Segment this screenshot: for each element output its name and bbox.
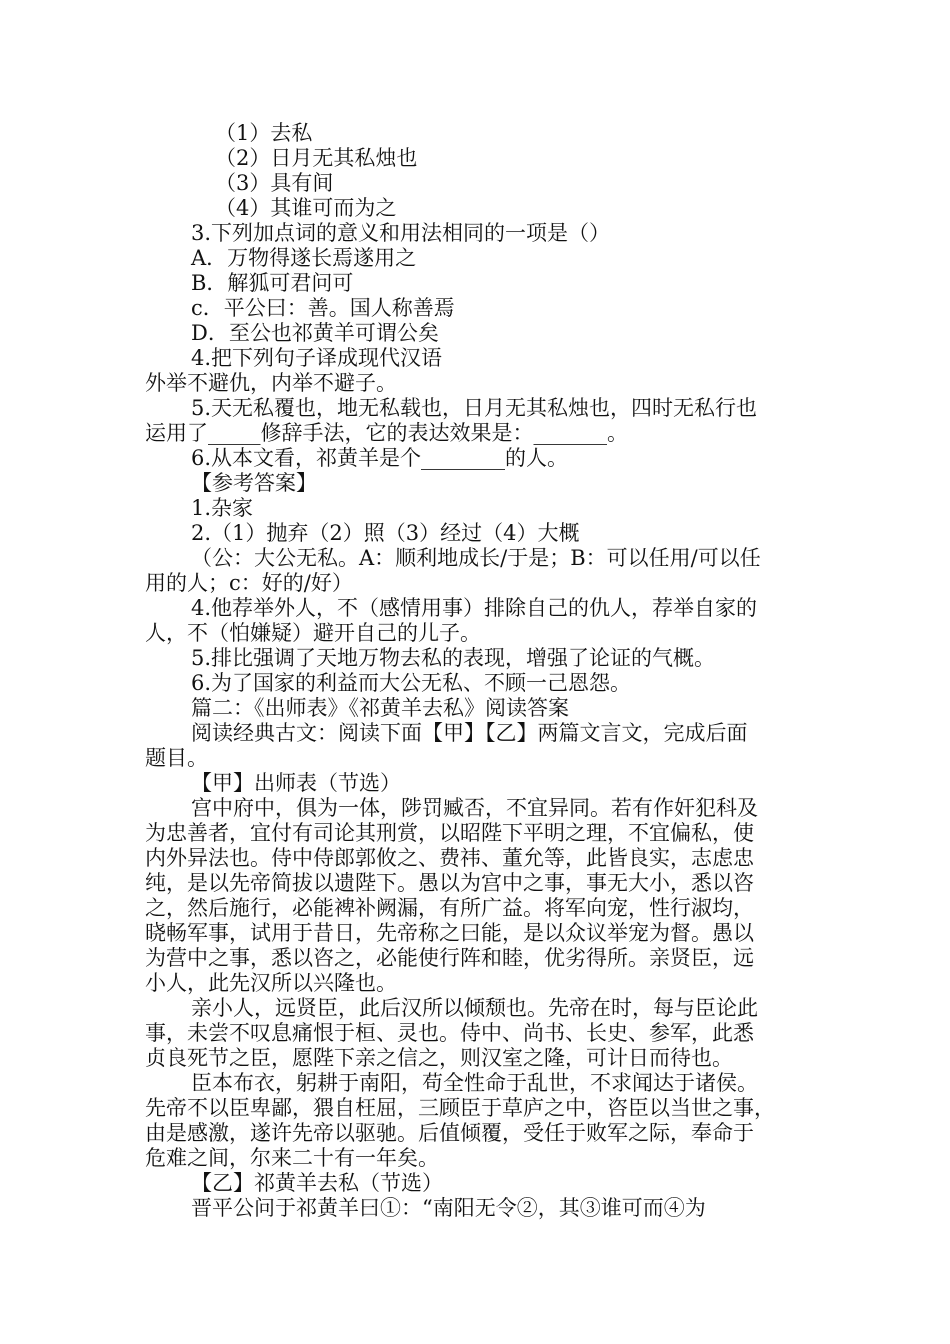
passage-line: 宫中府中，俱为一体，陟罚臧否，不宜异同。若有作奸犯科及 (191, 796, 758, 820)
passage-line: 为忠善者，宜付有司论其刑赏，以昭陛下平明之理，不宜偏私，使 (145, 821, 754, 845)
passage-line: 晓畅军事，试用于昔日，先帝称之曰能，是以众议举宠为督。愚以 (145, 921, 754, 945)
passage-line: 由是感激，遂许先帝以驱驰。后值倾覆，受任于败军之际，奉命于 (145, 1121, 754, 1145)
question-6: 6.从本文看，祁黄羊是个________的人。 (191, 446, 569, 470)
answer-line: 2.（1）抛弃（2）照（3）经过（4）大概 (191, 521, 580, 545)
answer-line: 用的人；c：好的/好） (145, 571, 353, 595)
passage-line: 危难之间，尔来二十有一年矣。 (145, 1146, 439, 1170)
option-a: A．万物得遂长焉遂用之 (191, 246, 417, 270)
option-c: c．平公曰：善。国人称善焉 (191, 296, 455, 320)
text-line: 运用了_____修辞手法，它的表达效果是：_______。 (145, 421, 628, 445)
text-line: （1）去私 (215, 121, 313, 145)
passage-line: 为营中之事，悉以咨之，必能使行阵和睦，优劣得所。亲贤臣，远 (145, 946, 754, 970)
passage-b-title: 【乙】祁黄羊去私（节选） (191, 1171, 443, 1195)
passage-line: 贞良死节之臣，愿陛下亲之信之，则汉室之隆，可计日而待也。 (145, 1046, 733, 1070)
text-line: 外举不避仇，内举不避子。 (145, 371, 397, 395)
text-line: 题目。 (145, 746, 208, 770)
section-heading: 篇二：《出师表》《祁黄羊去私》阅读答案 (191, 696, 569, 720)
answer-heading: 【参考答案】 (191, 471, 317, 495)
answer-line: 1.杂家 (191, 496, 254, 520)
passage-line: 内外异法也。侍中侍郎郭攸之、费祎、董允等，此皆良实，志虑忠 (145, 846, 754, 870)
answer-line: 6.为了国家的利益而大公无私、不顾一己恩怨。 (191, 671, 632, 695)
text-line: （3）具有间 (215, 171, 334, 195)
answer-line: （公：大公无私。A：顺利地成长/于是；B：可以任用/可以任 (191, 546, 761, 570)
passage-line: 事，未尝不叹息痛恨于桓、灵也。侍中、尚书、长史、参军，此悉 (145, 1021, 754, 1045)
passage-line: 先帝不以臣卑鄙，猥自枉屈，三顾臣于草庐之中，咨臣以当世之事， (145, 1096, 775, 1120)
option-b: B．解狐可君问可 (191, 271, 354, 295)
answer-line: 5.排比强调了天地万物去私的表现，增强了论证的气概。 (191, 646, 716, 670)
text-line: （2）日月无其私烛也 (215, 146, 418, 170)
answer-line: 4.他荐举外人，不（感情用事）排除自己的仇人，荐举自家的 (191, 596, 758, 620)
question-5: 5.天无私覆也，地无私载也，日月无其私烛也，四时无私行也 (191, 396, 758, 420)
passage-line: 晋平公问于祁黄羊曰①：“南阳无令②，其③谁可而④为 (191, 1196, 706, 1220)
question-4: 4.把下列句子译成现代汉语 (191, 346, 443, 370)
passage-line: 之，然后施行，必能裨补阙漏，有所广益。将军向宠，性行淑均， (145, 896, 754, 920)
document-body (145, 121, 815, 1221)
answer-line: 人，不（怕嫌疑）避开自己的儿子。 (145, 621, 481, 645)
passage-line: 臣本布衣，躬耕于南阳，苟全性命于乱世，不求闻达于诸侯。 (191, 1071, 758, 1095)
text-line: 阅读经典古文：阅读下面【甲】【乙】两篇文言文，完成后面 (191, 721, 748, 745)
passage-line: 亲小人，远贤臣，此后汉所以倾颓也。先帝在时，每与臣论此 (191, 996, 758, 1020)
option-d: D．至公也祁黄羊可谓公矣 (191, 321, 439, 345)
question-3: 3.下列加点词的意义和用法相同的一项是（） (191, 221, 611, 245)
text-line: （4）其谁可而为之 (215, 196, 397, 220)
passage-line: 纯，是以先帝简拔以遗陛下。愚以为宫中之事，事无大小，悉以咨 (145, 871, 754, 895)
passage-line: 小人，此先汉所以兴隆也。 (145, 971, 397, 995)
passage-a-title: 【甲】出师表（节选） (191, 771, 401, 795)
